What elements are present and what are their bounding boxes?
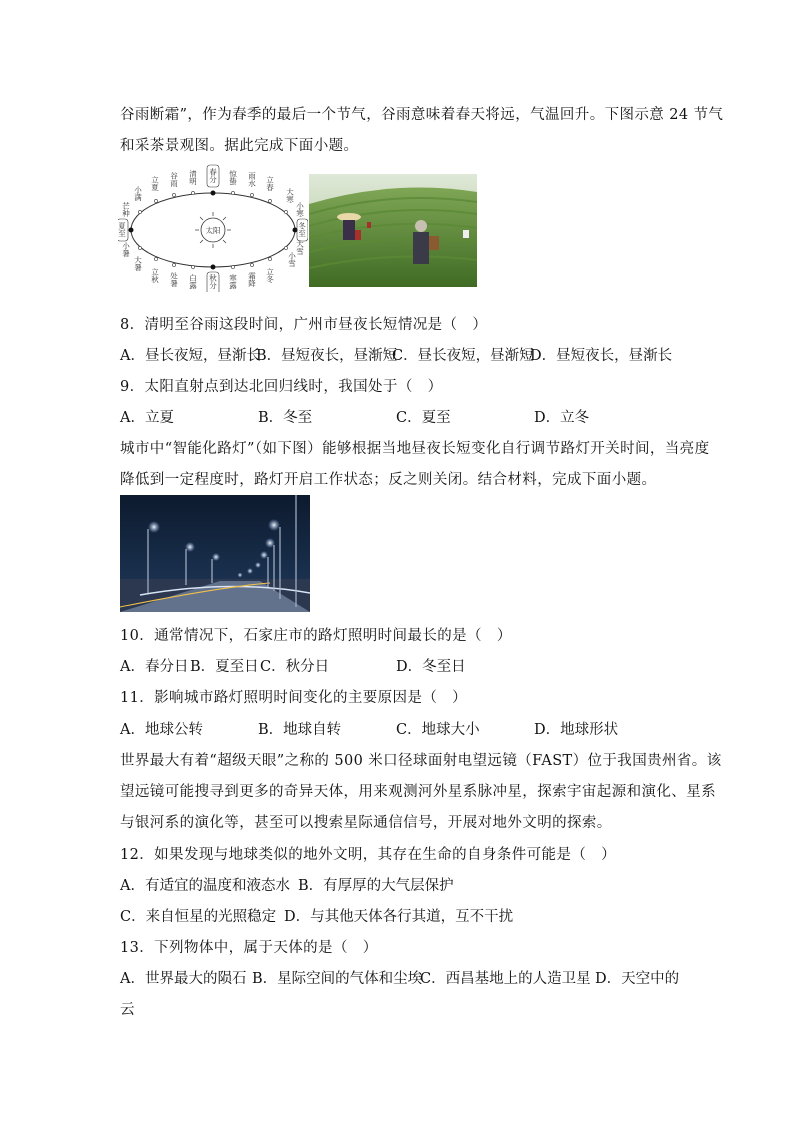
q12-option-a[interactable]: A．有适宜的温度和液态水: [120, 878, 290, 894]
q11-option-a[interactable]: A．地球公转: [120, 722, 203, 738]
term-chunfen: 春分: [208, 168, 218, 183]
term-liqiu: 立秋: [150, 268, 160, 283]
q12-option-c[interactable]: C．来自恒星的光照稳定: [120, 909, 277, 925]
q9-option-b[interactable]: B．冬至: [258, 410, 313, 426]
term-dahan: 大寒: [285, 188, 295, 203]
term-xiaohan: 小寒: [295, 202, 305, 217]
term-chushu: 处暑: [169, 272, 179, 287]
intro-paragraph-1-line-1: 谷雨断霜”，作为春季的最后一个节气，谷雨意味着春天将远，气温回升。下图示意 24 节气: [120, 107, 724, 123]
q8-option-b[interactable]: B．昼短夜长，昼渐短: [256, 348, 398, 364]
question-13-options: [120, 967, 680, 987]
q9-option-d[interactable]: D．立冬: [534, 410, 590, 426]
term-dashu: 大暑: [133, 256, 143, 271]
q8-option-d[interactable]: D．昼短夜长，昼渐长: [530, 348, 673, 364]
q13-option-a[interactable]: A．世界最大的陨石: [120, 971, 247, 987]
term-shuangjiang: 霜降: [247, 272, 257, 287]
question-9-stem: 9．太阳直射点到达北回归线时，我国处于（ ）: [120, 379, 443, 395]
q10-option-b[interactable]: B．夏至日: [190, 659, 259, 675]
q9-option-c[interactable]: C．夏至: [396, 410, 451, 426]
solar-terms-orbit-diagram: [118, 164, 308, 292]
term-lixia: 立夏: [150, 176, 160, 191]
term-mangzhong: 芒种: [121, 202, 131, 217]
q9-option-a[interactable]: A．立夏: [120, 410, 174, 426]
sun-icon: [195, 212, 231, 248]
q13-option-d[interactable]: D．天空中的: [595, 971, 680, 987]
question-8-stem: 8．清明至谷雨这段时间，广州市昼夜长短情况是（ ）: [120, 317, 488, 333]
term-xiaoman: 小满: [133, 186, 143, 201]
term-xiaoxue: 小雪: [287, 252, 297, 267]
q11-option-b[interactable]: B．地球自转: [258, 722, 342, 738]
smart-street-light-photo: [120, 495, 310, 612]
term-guyu: 谷雨: [169, 172, 179, 187]
term-qiufen: 秋分: [208, 274, 218, 289]
term-daxue: 大雪: [295, 240, 305, 255]
question-11-options: [120, 718, 680, 738]
question-11-stem: 11．影响城市路灯照明时间变化的主要原因是（ ）: [120, 690, 468, 706]
tea-picking-photo: [309, 174, 477, 287]
intro-paragraph-2-line-2: 降低到一定程度时，路灯开启工作状态；反之则关闭。结合材料，完成下面小题。: [120, 472, 657, 488]
term-dongzhi: 冬至: [297, 222, 307, 237]
intro-paragraph-3-line-3: 与银河系的演化等，甚至可以搜索星际通信信号，开展对地外文明的探索。: [120, 815, 612, 831]
term-qingming: 清明: [188, 170, 198, 185]
question-10-options: [120, 655, 680, 675]
term-yushui: 雨水: [247, 172, 257, 187]
q8-option-c[interactable]: C．昼长夜短，昼渐短: [392, 348, 534, 364]
term-xiazhi: 夏至: [118, 222, 127, 237]
q8-option-a[interactable]: A．昼长夜短，昼渐长: [120, 348, 261, 364]
q12-option-d[interactable]: D．与其他天体各行其道，互不干扰: [284, 909, 514, 925]
q11-option-c[interactable]: C．地球大小: [396, 722, 480, 738]
q12-option-b[interactable]: B．有厚厚的大气层保护: [298, 878, 454, 894]
term-lichun: 立春: [265, 176, 275, 191]
term-bailu: 白露: [188, 274, 198, 289]
term-jingzhe: 惊蛰: [228, 170, 238, 185]
q13-option-b[interactable]: B．星际空间的气体和尘埃: [252, 971, 423, 987]
q10-option-c[interactable]: C．秋分日: [260, 659, 330, 675]
question-13-stem: 13．下列物体中，属于天体的是（ ）: [120, 940, 378, 956]
intro-paragraph-2-line-1: 城市中“智能化路灯”（如下图）能够根据当地昼夜长短变化自行调节路灯开关时间，当亮度: [120, 441, 710, 457]
intro-paragraph-3-line-1: 世界最大有着“超级天眼”之称的 500 米口径球面射电望远镜（FAST）位于我国贵州省。该: [120, 753, 722, 769]
q10-option-d[interactable]: D．冬至日: [396, 659, 466, 675]
intro-paragraph-1-line-2: 和采茶景观图。据此完成下面小题。: [120, 138, 359, 154]
question-12-options-row-1: [120, 874, 680, 894]
sun-label: 太阳: [205, 226, 221, 235]
question-8-options: [120, 344, 680, 364]
q13-option-d-continued: 云: [120, 1002, 135, 1018]
question-9-options: [120, 406, 680, 426]
q13-option-c[interactable]: C．西昌基地上的人造卫星: [420, 971, 591, 987]
intro-paragraph-3-line-2: 望远镜可能搜寻到更多的奇异天体，用来观测河外星系脉冲星，探索宇宙起源和演化、星系: [120, 784, 716, 800]
question-12-options-row-2: [120, 905, 680, 925]
question-12-stem: 12．如果发现与地球类似的地外文明，其存在生命的自身条件可能是（ ）: [120, 847, 617, 863]
q10-option-a[interactable]: A．春分日: [120, 659, 189, 675]
q11-option-d[interactable]: D．地球形状: [534, 722, 619, 738]
term-xiaoshu: 小暑: [121, 242, 131, 257]
question-10-stem: 10．通常情况下，石家庄市的路灯照明时间最长的是（ ）: [120, 628, 512, 644]
term-lidong: 立冬: [265, 268, 275, 283]
term-hanlu: 寒露: [228, 274, 238, 289]
